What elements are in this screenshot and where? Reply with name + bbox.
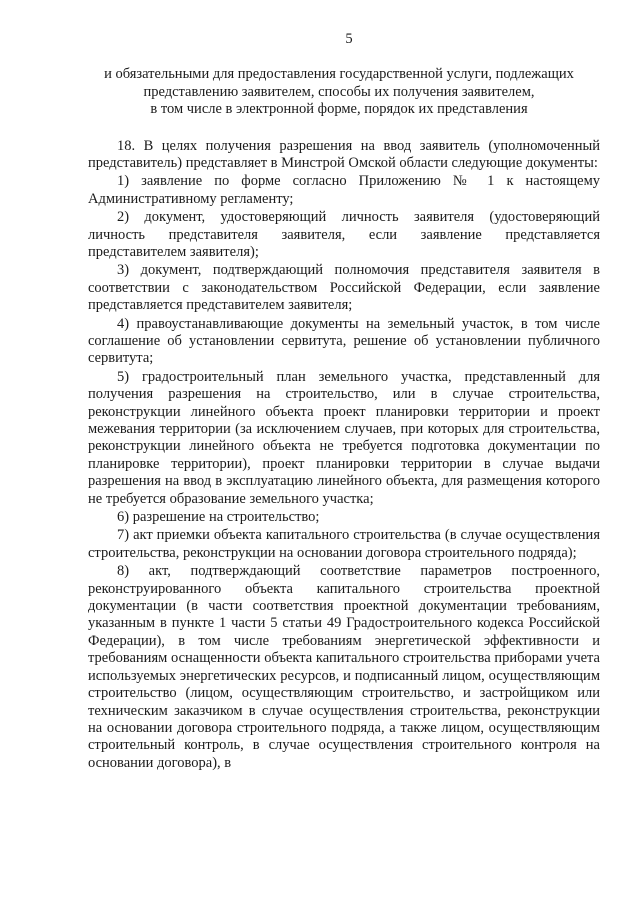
list-item-5: 5) градостроительный план земельного участка, представленный для получения разрешения на строительство, или в случае строительства, реконструкции линейного объекта проект планировки территории и проект межевания территории (за исключением случаев, при которых для строительства, реконструкции линейного объекта не требуется подготовка документации по планировке территории), проект планировки территории в случае выдачи разрешения на ввод в эксплуатацию линейного объекта, для размещения которого не требуется образование земельного участка;	[88, 368, 600, 507]
page-number: 5	[345, 31, 353, 47]
section-heading	[78, 66, 600, 119]
paragraph-18: 18. В целях получения разрешения на ввод заявитель (уполномоченный представитель) представляет в Минстрой Омской области следующие документы:	[88, 137, 600, 171]
list-item-3: 3) документ, подтверждающий полномочия представителя заявителя в соответствии с законодательством Российской Федерации, если заявление представляется представителем заявителя;	[88, 262, 600, 314]
list-item-1: 1) заявление по форме согласно Приложению № 1 к настоящему Административному регламенту;	[88, 173, 600, 207]
heading-line: и обязательными для предоставления государственной услуги, подлежащих	[104, 66, 574, 82]
list-item-8: 8) акт, подтверждающий соответствие параметров построенного, реконструированного объекта капитального строительства проектной документации (в части соответствия проектной документации требованиям, указанным в пункте 1 части 5 статьи 49 Градостроительного кодекса Российской Федерации), в том числе требованиям энергетической эффективности и требованиям оснащенности объекта капитального строительства приборами учета используемых энергетических ресурсов, и подписанный лицом, осуществляющим строительство (лицом, осуществляющим строительство, и застройщиком или техническим заказчиком в случае осуществления строительства, реконструкции на основании договора строительного подряда, а также лицом, осуществляющим строительный контроль, в случае осуществления строительного контроля на основании договора), в	[88, 563, 600, 771]
list-item-6: 6) разрешение на строительство;	[117, 509, 320, 526]
list-item-7: 7) акт приемки объекта капитального строительства (в случае осуществления строительства, реконструкции на основании договора строительного подряда);	[88, 527, 600, 561]
list-item-2: 2) документ, удостоверяющий личность заявителя (удостоверяющий личность представителя заявителя, если заявление представляется представителем заявителя);	[88, 209, 600, 260]
list-item-4: 4) правоустанавливающие документы на земельный участок, в том числе соглашение об установлении сервитута, решение об установлении публичного сервитута;	[88, 315, 600, 367]
heading-line: представлению заявителем, способы их получения заявителем,	[143, 83, 535, 100]
heading-line: в том числе в электронной форме, порядок их представления	[150, 101, 528, 117]
